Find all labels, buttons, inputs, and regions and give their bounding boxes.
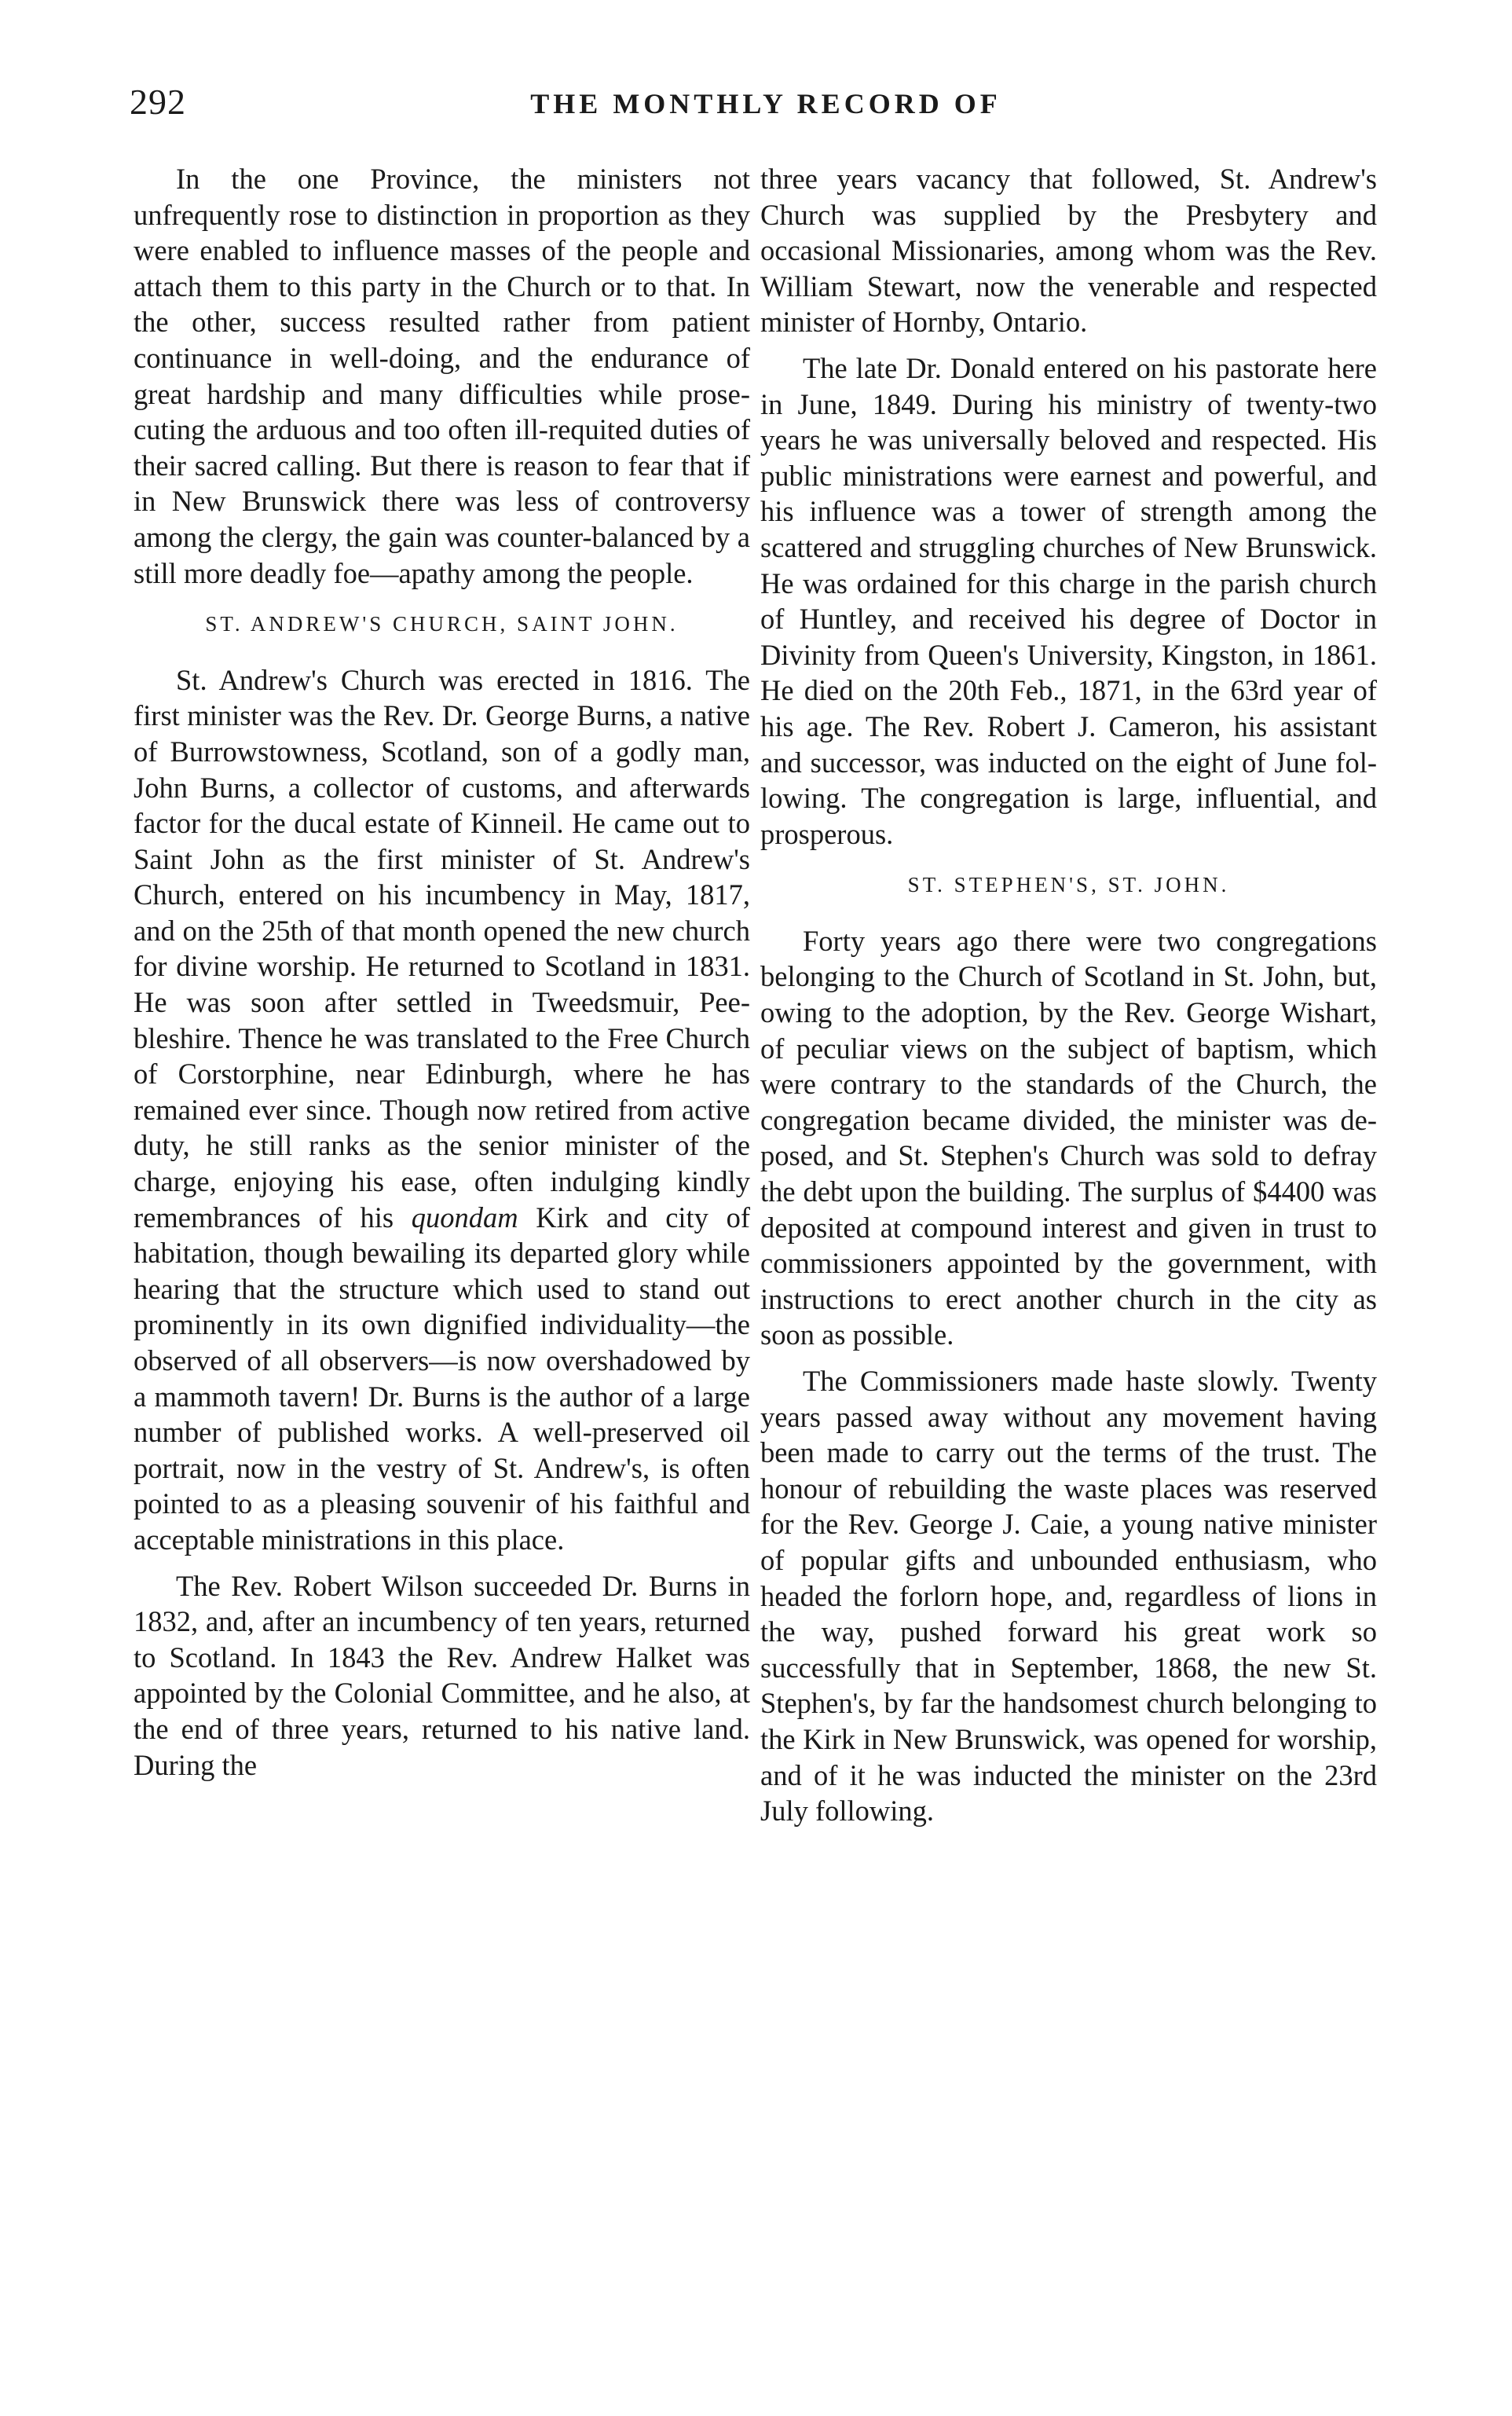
italic-word: quondam [411, 1201, 518, 1234]
paragraph-st-andrews-history [134, 662, 750, 1558]
section-heading-st-stephens: ST. STEPHEN'S, ST. JOHN. [907, 873, 1230, 897]
paragraph-wilson: The Rev. Robert Wilson succeeded Dr. Burns in 1832, and, after an incumbency of ten years, returned to Scotland. In 1843 the Rev. Andrew Halket was appointed by the Colonial Committee, and he also, at the end of three years, returned to his native land. During the [134, 1569, 750, 1781]
paragraph-vacancy-continued: three years vacancy that followed, St. Andrew's Church was supplied by the Presbytery and occasional Missionaries, among whom was the Rev. William Stewart, now the venerable and respected minister of Hornby, Ontario. [760, 163, 1377, 339]
paragraph-text-part: Kirk and city of habitation, though bewailing its departed glory while hearing that the structure which used to stand out prominently in its own dignified individuality—the observed of all observers—is now overshadowed by a mammoth tavern! Dr. Burns is the author of a large number of published works. A well-preserved oil portrait, now in the vestry of St. Andrew's, is often pointed to as a pleasing souvenir of his faithful and acceptable ministrations in this place. [134, 1201, 750, 1556]
paragraph-two-congregations: Forty years ago there were two congregations belonging to the Church of Scotland in St. John, but, owing to the adoption, by the Rev. George Wishart, of peculiar views on the subject of baptism, which were contrary to the standards of the Church, the congregation became divided, the minister was deposed, and St. Stephen's Church was sold to defray the debt upon the building. The surplus of $4400 was deposited at compound interest and given in trust to commissioners appointed by the government, with instructions to erect another church in the city as soon as possible. [760, 924, 1377, 1351]
page-number: 292 [130, 82, 186, 122]
right-column [760, 161, 1377, 1839]
paragraph-dr-donald: The late Dr. Donald entered on his pastorate here in June, 1849. During his ministry of twenty-two years he was universally beloved and respected. His public ministrations were earnest and powerful, and his influence was a tower of strength among the scattered and struggling churches of New Brunswick. He was ordained for this charge in the parish church of Huntley, and received his degree of Doctor in Divinity from Queen's University, Kingston, in 1861. He died on the 20th Feb., 1871, in the 63rd year of his age. The Rev. Robert J. Cameron, his assistant and successor, was inducted on the eight of June following. The congregation is large, influential, and prosperous. [760, 351, 1377, 850]
paragraph-text-part: St. Andrew's Church was erected in 1816. The first minister was the Rev. Dr. George Burns, a native of Burrowstowness, Scotland, son of a godly man, John Burns, a collector of customs, and afterwards factor for the ducal estate of Kinneil. He came out to Saint John as the first minister of St. Andrew's Church, entered on his incumbency in May, 1817, and on the 25th of that month opened the new church for divine worship. He returned to Scotland in 1831. He was soon after settled in Tweedsmuir, Peebleshire. Thence he was translated to the Free Church of Corstorphine, near Edinburgh, where he has remained ever since. Though now retired from active duty, he still ranks as the senior minister of the charge, enjoying his ease, often indulging kindly remembrances of his [134, 663, 750, 1234]
left-column [134, 161, 750, 1793]
paragraph-commissioners: The Commissioners made haste slowly. Twenty years passed away without any movement having been made to carry out the terms of the trust. The honour of rebuilding the waste places was reserved for the Rev. George J. Caie, a young native minister of popular gifts and unbounded enthusiasm, who headed the forlorn hope, and, regardless of lions in the way, pushed forward his great work so successfully that in September, 1868, the new St. Stephen's, by far the handsomest church belonging to the Kirk in New Brunswick, was opened for worship, and of it he was inducted the minister on the 23rd July following. [760, 1365, 1377, 1828]
section-heading-st-andrews: ST. ANDREW'S CHURCH, SAINT JOHN. [205, 612, 679, 636]
paragraph-provinces: In the one Province, the ministers not unfrequently rose to distinction in proportion as they were enabled to influence masses of the people and attach them to this party in the Church or to that. In the other, success resulted rather from patient continuance in well-doing, and the endurance of great hardship and many difficulties while prosecuting the arduous and too often ill-requited duties of their sacred calling. But there is reason to fear that if in New Brunswick there was less of controversy among the clergy, the gain was counter-balanced by a still more deadly foe—apathy among the people. [134, 163, 750, 589]
page-header [122, 75, 1410, 130]
running-title: THE MONTHLY RECORD OF [530, 88, 1001, 119]
